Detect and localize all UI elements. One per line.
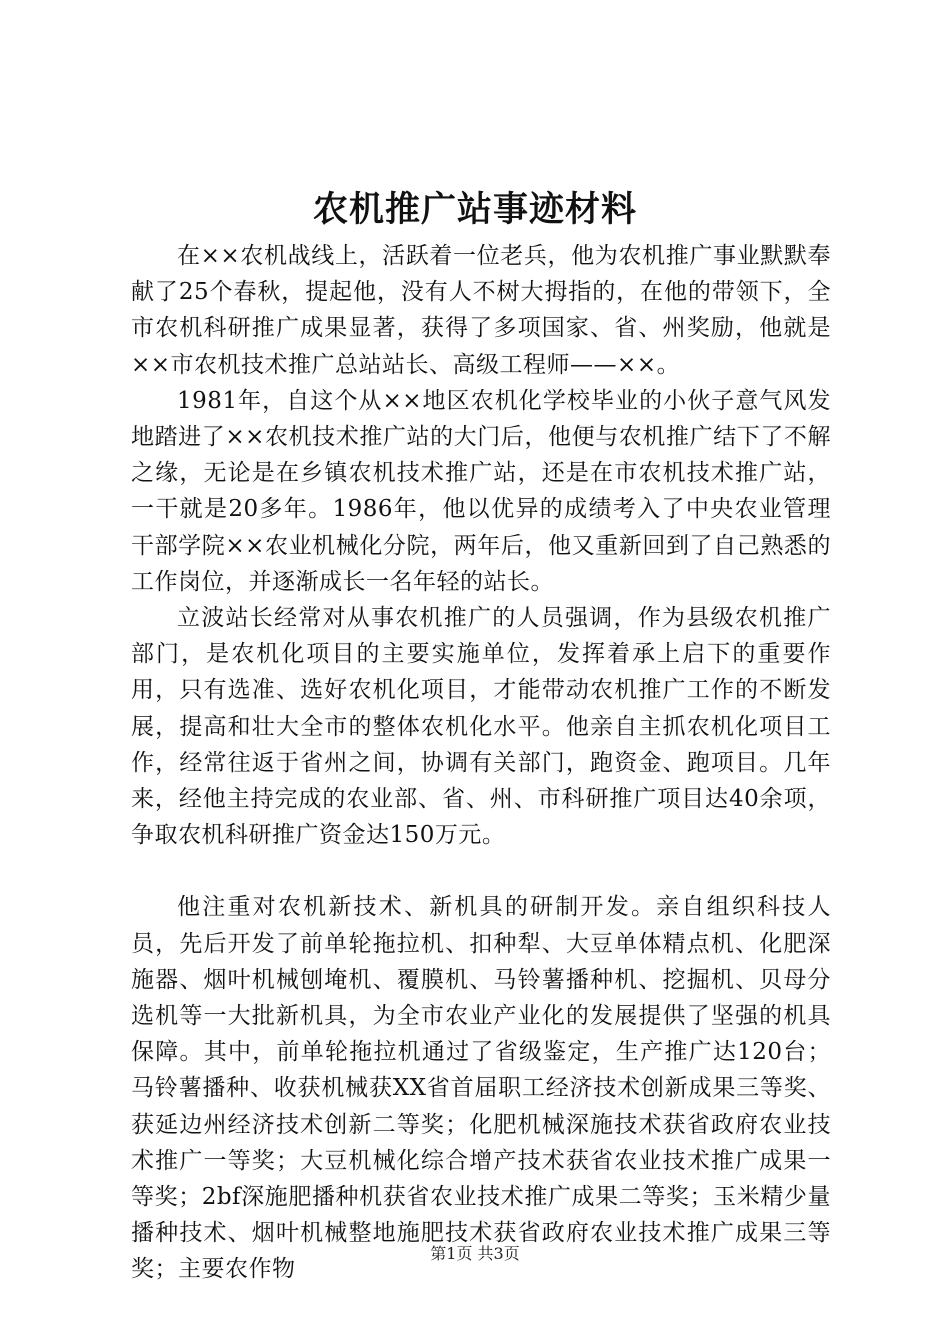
paragraph-3: 立波站长经常对从事农机推广的人员强调，作为县级农机推广部门，是农机化项目的主要实施单位，发挥着承上启下的重要作用，只有选准、选好农机化项目，才能带动农机推广工作的不断发展，提高和壮大全市的整体农机化水平。他亲自主抓农机化项目工作，经常往返于省州之间，协调有关部门，跑资金、跑项目。几年来，经他主持完成的农业部、省、州、市科研推广项目达40余项，争取农机科研推广资金达150万元。: [131, 605, 831, 849]
document-title: 农机推广站事迹材料: [312, 189, 637, 230]
paragraph-4: 他注重对农机新技术、新机具的研制开发。亲自组织科技人员，先后开发了前单轮拖拉机、扣种犁、大豆单体精点机、化肥深施器、烟叶机械刨埯机、覆膜机、马铃薯播种机、挖掘机、贝母分选机等一大批新机具，为全市农业产业化的发展提供了坚强的机具保障。其中，前单轮拖拉机通过了省级鉴定，生产推广达120台；马铃薯播种、收获机械获XX省首届职工经济技术创新成果三等奖、获延边州经济技术创新二等奖；化肥机械深施技术获省政府农业技术推广一等奖；大豆机械化综合增产技术获省农业技术推广成果一等奖；2bf深施肥播种机获省农业技术推广成果二等奖；玉米精少量播种技术、烟叶机械整地施肥技术获省政府农业技术推广成果三等奖；主要农作物: [131, 894, 831, 1283]
document-body: [131, 238, 831, 1288]
page-footer: 第1页 共3页: [430, 1244, 520, 1263]
paragraph-1: 在××农机战线上，活跃着一位老兵，他为农机推广事业默默奉献了25个春秋，提起他，没有人不树大拇指的，在他的带领下，全市农机科研推广成果显著，获得了多项国家、省、州奖励，他就是××市农机技术推广总站站长、高级工程师——××。: [131, 243, 831, 378]
paragraph-2: 1981年，自这个从××地区农机化学校毕业的小伙子意气风发地踏进了××农机技术推广站的大门后，他便与农机推广结下了不解之缘，无论是在乡镇农机技术推广站，还是在市农机技术推广站，一干就是20多年。1986年，他以优异的成绩考入了中央农业管理干部学院××农业机械化分院，两年后，他又重新回到了自己熟悉的工作岗位，并逐渐成长一名年轻的站长。: [131, 387, 831, 595]
